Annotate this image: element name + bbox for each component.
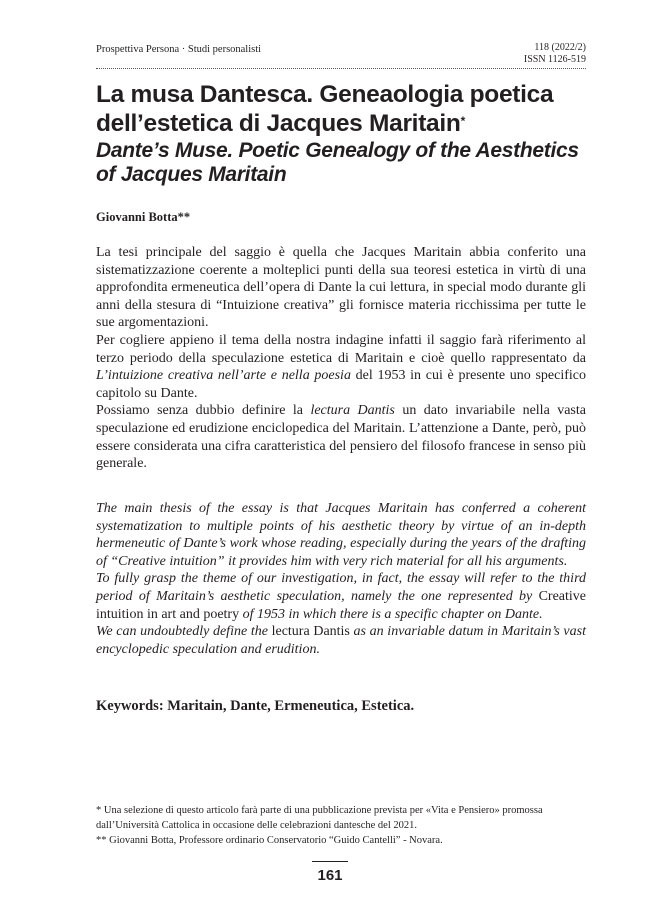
issn: ISSN 1126-519 [523, 54, 586, 65]
journal-name: Prospettiva Persona · Studi personalisti [96, 44, 262, 55]
footnote-2: ** Giovanni Botta, Professore ordinario Conservatorio “Guido Cantelli” - Novara. [96, 835, 443, 846]
lectura-dantis-term: lectura Dantis [310, 403, 395, 419]
abstract-it-paragraph-2: Per cogliere appieno il tema della nostra indagine infatti il saggio farà riferimento al terzo periodo della speculazione estetica di Maritain e cioè quello rappresentato da L’intuizione creativa nell’arte e nella poesia del 1953 in cui è presente uno specifico capitolo su Dante. [96, 332, 587, 401]
keywords: Keywords: Maritain, Dante, Ermeneutica, Estetica. [96, 698, 415, 714]
abstract-en-paragraph-2: To fully grasp the theme of our investigation, in fact, the essay will refer to the third period of Maritain’s aesthetic speculation, namely the one represented by Creative intuition in art and poetry of 1953 in which there is a specific chapter on Dante. [96, 571, 586, 622]
page-number-rule [312, 861, 348, 862]
abstract-en-paragraph-3: We can undoubtedly define the lectura Dantis as an invariable datum in Maritain’s vast encyclopedic speculation and erudition. [96, 624, 586, 657]
footnote-1: * Una selezione di questo articolo farà parte di una pubblicazione prevista per «Vita e Pensiero» promossa dall’Università Cattolica in occasione delle celebrazioni dantesche del 2021. [96, 805, 543, 831]
title-footnote-mark: * [460, 114, 465, 128]
abstract-en-paragraph-1: The main thesis of the essay is that Jacques Maritain has conferred a coherent systematization to multiple points of his aesthetic theory by virtue of an in-depth hermeneutic of Dante’s work whose reading, especially during the years of the drafting of “Creative intuition” it provides him with very rich material for all his arguments. [96, 501, 586, 569]
abstract-it-paragraph-3: Possiamo senza dubbio definire la lectura Dantis un dato invariabile nella vasta speculazione ed erudizione enciclopedica del Maritain. L’attenzione a Dante, però, può essere considerata una cifra caratteristica del pensiero del filosofo francese in senso più generale. [96, 403, 586, 472]
article-title [96, 80, 586, 138]
book-title-italian: L’intuizione creativa nell’arte e nella poesia [96, 368, 351, 384]
lectura-dantis-term-en: lectura Dantis [271, 624, 350, 640]
abstract-italian [96, 244, 586, 473]
book-title-english: Creative intuition in art and poetry [96, 588, 586, 622]
abstract-it-paragraph-1: La tesi principale del saggio è quella che Jacques Maritain abbia conferito una sistematizzazione coerente a molteplici punti della sua teoresi estetica in virtù di una approfondita ermeneutica dell’opera di Dante la cui lettura, in special modo durante gli anni della stesura di “Intuizione creativa” gli fornisce materia ricchissima per tutte le sue argomentazioni. [96, 245, 586, 331]
abstract-english [96, 500, 586, 658]
author-name: Giovanni Botta** [96, 210, 191, 224]
issue-number: 118 (2022/2) [534, 42, 586, 53]
english-title: Dante’s Muse. Poetic Genealogy of the Aesthetics of Jacques Maritain [96, 139, 579, 186]
issue-info [524, 42, 586, 66]
header-divider [96, 68, 586, 69]
footnotes [96, 803, 586, 848]
page-number: 161 [317, 867, 343, 884]
title-text: La musa Dantesca. Geneaologia poetica dell’estetica di Jacques Maritain [96, 81, 554, 137]
